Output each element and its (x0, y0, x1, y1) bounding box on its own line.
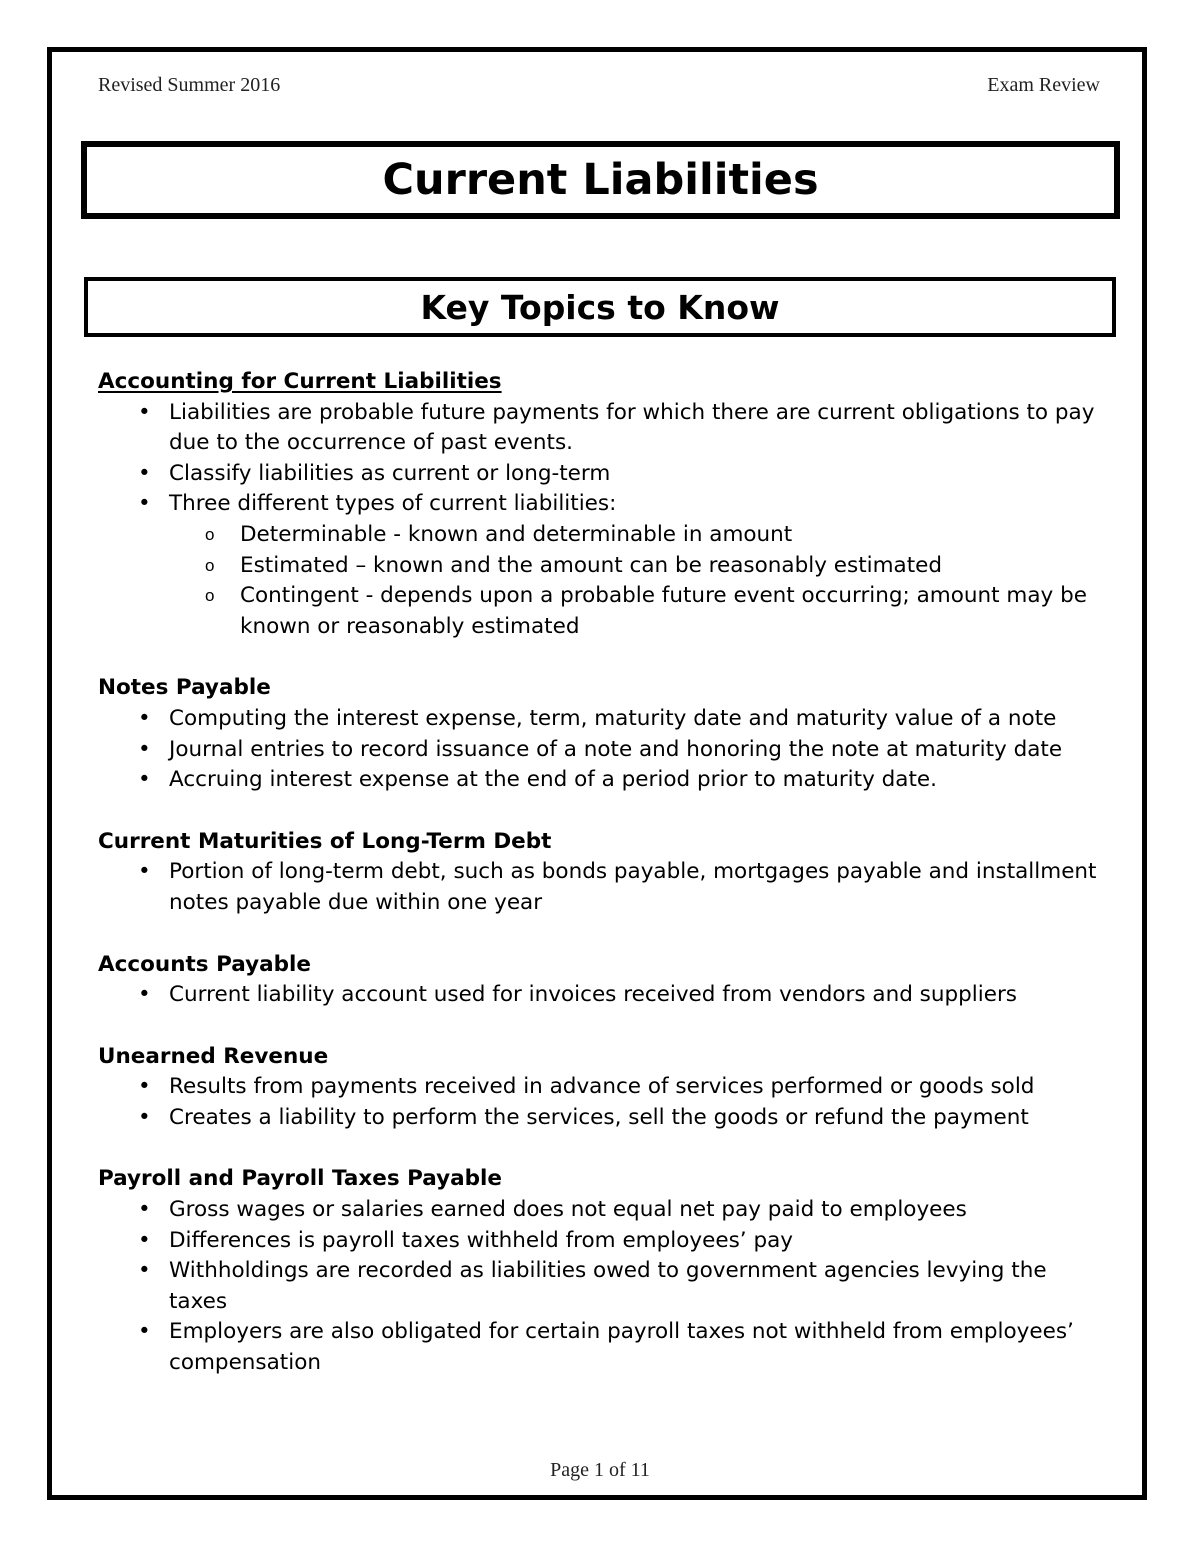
header-doc-type: Exam Review (987, 74, 1100, 96)
page-title: Current Liabilities (382, 155, 819, 205)
list-item: • Current liability account used for invoices received from vendors and suppliers (98, 980, 1108, 1011)
section-current-maturities (98, 827, 1108, 919)
section-heading: Accounting for Current Liabilities (98, 369, 502, 394)
list-item: • Differences is payroll taxes withheld from employees’ pay (98, 1226, 1108, 1257)
list-item: • Withholdings are recorded as liabilities owed to government agencies levying the taxes (98, 1256, 1108, 1317)
list-item: • Liabilities are probable future payments for which there are current obligations to pay due to the occurrence of past events. (98, 398, 1108, 459)
bullet-list (98, 704, 1108, 796)
section-notes-payable (98, 673, 1108, 795)
list-item: • Employers are also obligated for certain payroll taxes not withheld from employees’ compensation (98, 1317, 1108, 1378)
sub-list-item: o Estimated – known and the amount can be reasonably estimated (169, 551, 1108, 582)
section-heading: Current Maturities of Long-Term Debt (98, 828, 552, 854)
list-item-text: Three different types of current liabilities: (169, 491, 617, 517)
bullet-list (98, 980, 1108, 1011)
page-subtitle: Key Topics to Know (420, 287, 780, 327)
title-box (81, 141, 1120, 219)
list-item: • Results from payments received in advance of services performed or goods sold (98, 1072, 1108, 1103)
section-payroll (98, 1164, 1108, 1378)
subtitle-box (84, 277, 1116, 337)
list-item (98, 489, 1108, 642)
list-item: • Classify liabilities as current or long-term (98, 459, 1108, 490)
section-heading: Notes Payable (98, 675, 271, 701)
bullet-list (98, 857, 1108, 918)
content (98, 367, 1108, 1410)
section-accounts-payable (98, 950, 1108, 1011)
header-revision: Revised Summer 2016 (98, 74, 281, 96)
list-item: • Creates a liability to perform the services, sell the goods or refund the payment (98, 1103, 1108, 1134)
sub-bullet-list (169, 520, 1108, 642)
list-item: • Accruing interest expense at the end of a period prior to maturity date. (98, 765, 1108, 796)
bullet-list (98, 1072, 1108, 1133)
bullet-list (98, 398, 1108, 643)
list-item: • Computing the interest expense, term, maturity date and maturity value of a note (98, 704, 1108, 735)
section-unearned-revenue (98, 1042, 1108, 1134)
sub-list-item: o Determinable - known and determinable in amount (169, 520, 1108, 551)
list-item: • Journal entries to record issuance of a note and honoring the note at maturity date (98, 735, 1108, 766)
section-accounting-current-liabilities (98, 367, 1108, 642)
sub-list-item: o Contingent - depends upon a probable future event occurring; amount may be known or reasonably estimated (169, 581, 1108, 642)
list-item: • Portion of long-term debt, such as bonds payable, mortgages payable and installment notes payable due within one year (98, 857, 1108, 918)
bullet-list (98, 1195, 1108, 1379)
section-heading: Payroll and Payroll Taxes Payable (98, 1166, 502, 1192)
list-item: • Gross wages or salaries earned does not equal net pay paid to employees (98, 1195, 1108, 1226)
section-heading: Accounts Payable (98, 951, 311, 977)
page-number: Page 1 of 11 (550, 1459, 650, 1481)
section-heading: Unearned Revenue (98, 1043, 329, 1069)
